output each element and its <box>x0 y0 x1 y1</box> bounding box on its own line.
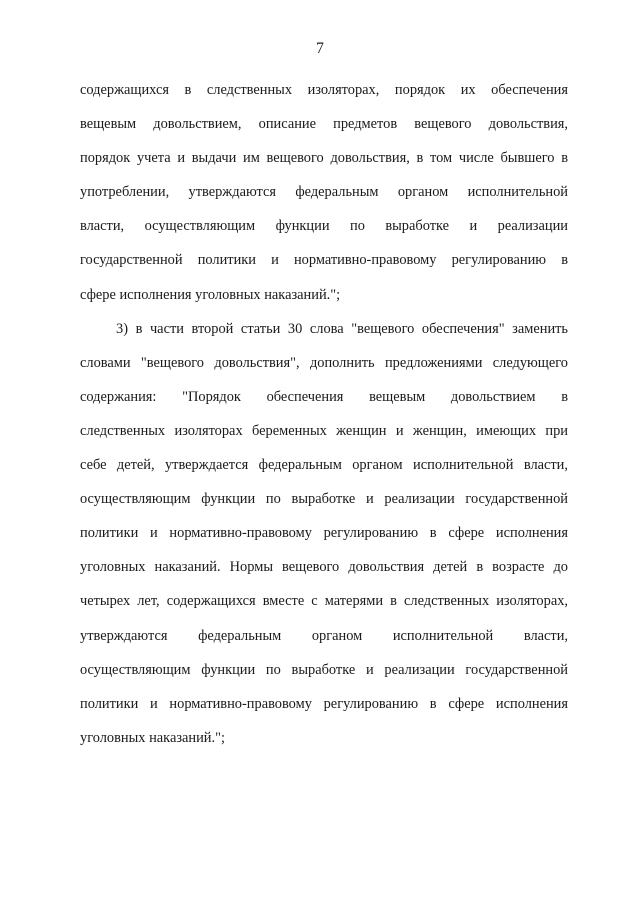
text-line: государственной политики и нормативно-правовому регулированию в <box>80 252 568 269</box>
text-line: осуществляющим функции по выработке и реализации государственной <box>80 491 568 508</box>
text-line: уголовных наказаний."; <box>80 729 225 746</box>
text-line: следственных изоляторах беременных женщин и женщин, имеющих при <box>80 422 568 439</box>
paragraph-start-line: 3) в части второй статьи 30 слова "вещевого обеспечения" заменить <box>116 320 568 337</box>
text-line: содержащихся в следственных изоляторах, порядок их обеспечения <box>80 82 568 98</box>
text-line: политики и нормативно-правовому регулированию в сфере исполнения <box>80 695 568 712</box>
text-line: себе детей, утверждается федеральным органом исполнительной власти, <box>80 457 568 474</box>
text-line: осуществляющим функции по выработке и реализации государственной <box>80 661 568 678</box>
text-line: сфере исполнения уголовных наказаний."; <box>80 286 341 303</box>
text-line: четырех лет, содержащихся вместе с матерями в следственных изоляторах, <box>80 593 568 610</box>
text-line: политики и нормативно-правовому регулированию в сфере исполнения <box>80 525 568 542</box>
text-line: содержания: "Порядок обеспечения вещевым довольствием в <box>80 388 568 405</box>
text-line: власти, осуществляющим функции по выработке и реализации <box>80 218 568 235</box>
document-body <box>80 80 568 762</box>
text-line: словами "вещевого довольствия", дополнить предложениями следующего <box>80 354 568 371</box>
text-line: вещевым довольствием, описание предметов вещевого довольствия, <box>80 116 568 133</box>
text-line: порядок учета и выдачи им вещевого довольствия, в том числе бывшего в <box>80 150 568 167</box>
text-line: уголовных наказаний. Нормы вещевого довольствия детей в возрасте до <box>80 559 568 576</box>
text-line: утверждаются федеральным органом исполнительной власти, <box>80 627 568 644</box>
text-line: употреблении, утверждаются федеральным органом исполнительной <box>80 184 568 201</box>
page-number: 7 <box>316 40 324 57</box>
